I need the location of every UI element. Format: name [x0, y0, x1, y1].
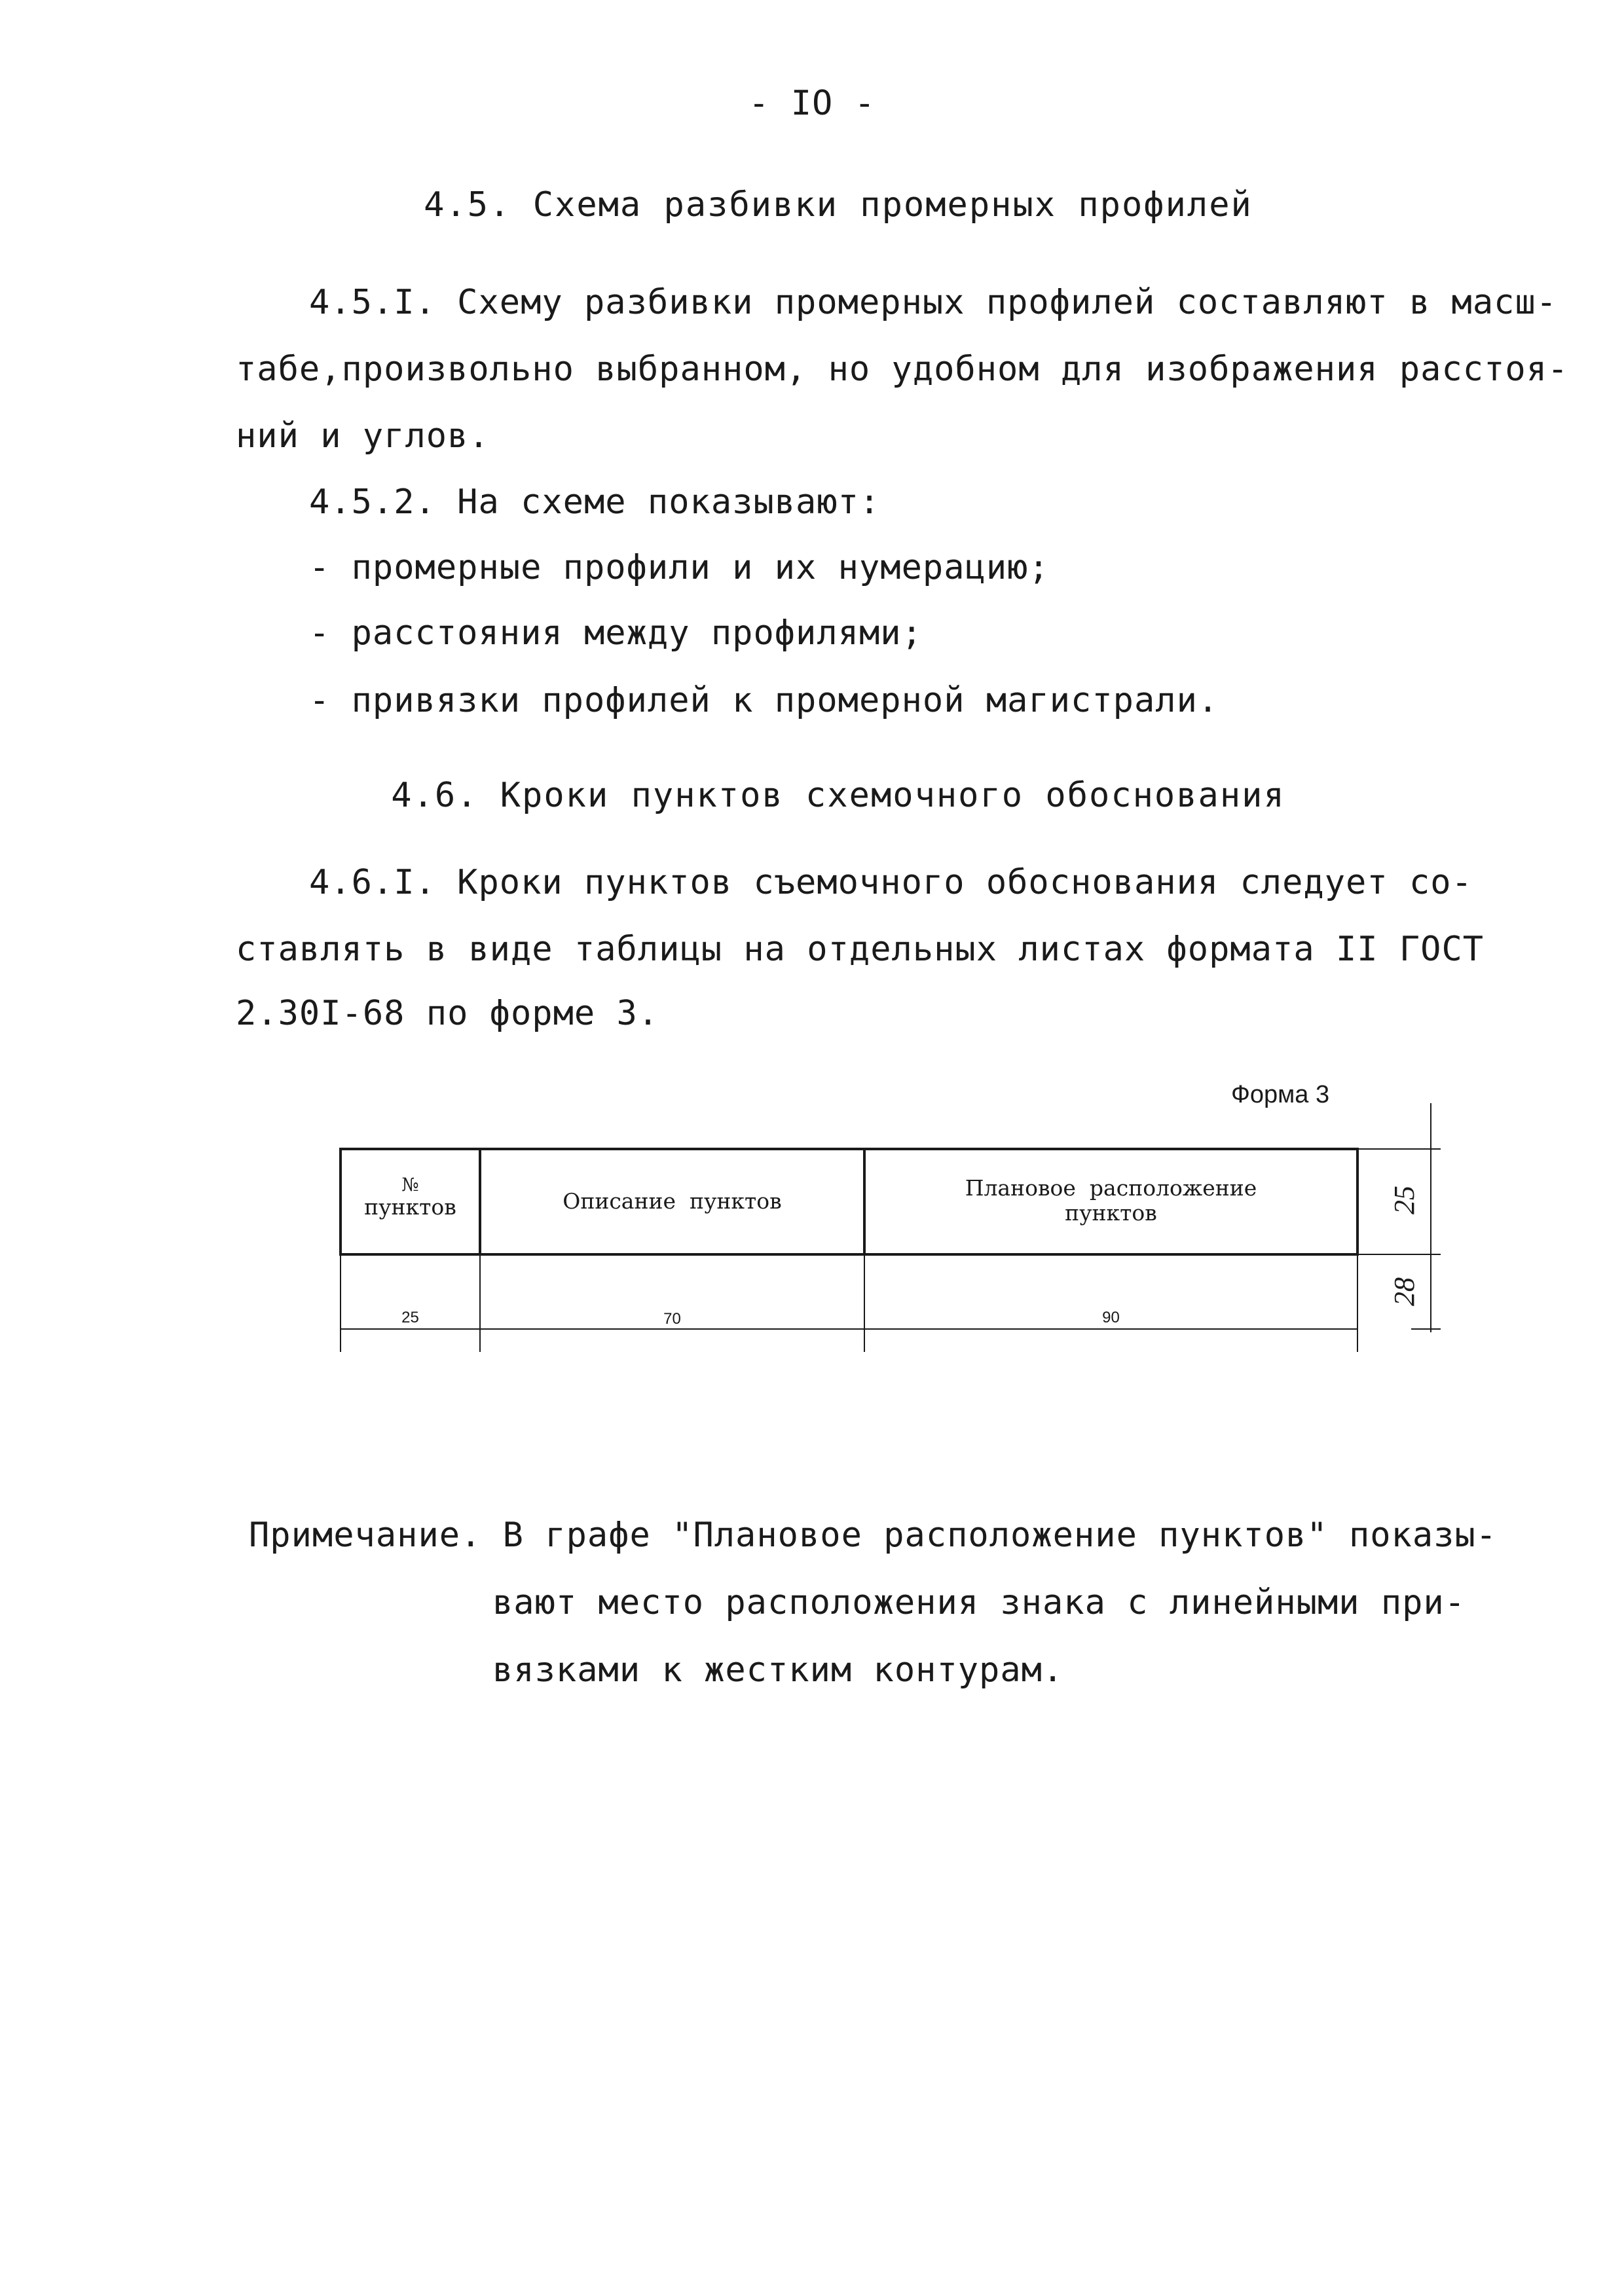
note-line-3: вязками к жестким контурам.	[492, 1650, 1064, 1690]
paragraph-4-5-1-line-3: ний и углов.	[236, 416, 490, 456]
column-header-location-line-1: Плановое расположение	[965, 1175, 1257, 1201]
paragraph-4-6-1-line-2: ставлять в виде таблицы на отдельных листах формата II ГОСТ	[236, 930, 1485, 969]
note-line-1: Примечание. В графе "Плановое расположение пунктов" показы-	[249, 1516, 1498, 1555]
list-item: - расстояния между профилями;	[309, 613, 923, 653]
page-number: - IO -	[748, 84, 876, 123]
form-label: Форма 3	[1231, 1081, 1330, 1108]
column-header-location-line-2: пунктов	[1065, 1200, 1157, 1226]
paragraph-4-5-1-line-1: 4.5.I. Схему разбивки промерных профилей составляют в масш-	[309, 283, 1558, 322]
column-dimension-1: 25	[401, 1309, 419, 1326]
column-header-description: Описание пунктов	[563, 1188, 782, 1214]
column-dimension-3: 90	[1102, 1309, 1120, 1326]
section-4-6-heading: 4.6. Кроки пунктов схемочного обоснования	[391, 776, 1285, 815]
paragraph-4-6-1-line-3: 2.30I-68 по форме 3.	[236, 994, 659, 1033]
row-dimension-body: 28	[1388, 1277, 1420, 1306]
column-header-number-label: пунктов	[364, 1194, 456, 1220]
row-dimension-header: 25	[1388, 1186, 1420, 1214]
note-line-2: вают место расположения знака с линейными при-	[492, 1583, 1466, 1622]
section-4-5-heading: 4.5. Схема разбивки промерных профилей	[424, 185, 1253, 225]
list-item: - привязки профилей к промерной магистрали.	[309, 681, 1219, 720]
column-header-number-symbol: №	[401, 1174, 419, 1195]
list-item: - промерные профили и их нумерацию;	[309, 548, 1050, 587]
column-header-number	[341, 1175, 480, 1220]
paragraph-4-6-1-line-1: 4.6.I. Кроки пунктов съемочного обоснования следует со-	[309, 863, 1473, 902]
paragraph-4-5-1-line-2: табе,произвольно выбранном, но удобном для изображения расстоя-	[236, 350, 1569, 389]
paragraph-4-5-2: 4.5.2. На схеме показывают:	[309, 483, 881, 522]
column-header-location	[864, 1176, 1357, 1226]
column-dimension-2: 70	[663, 1310, 681, 1328]
